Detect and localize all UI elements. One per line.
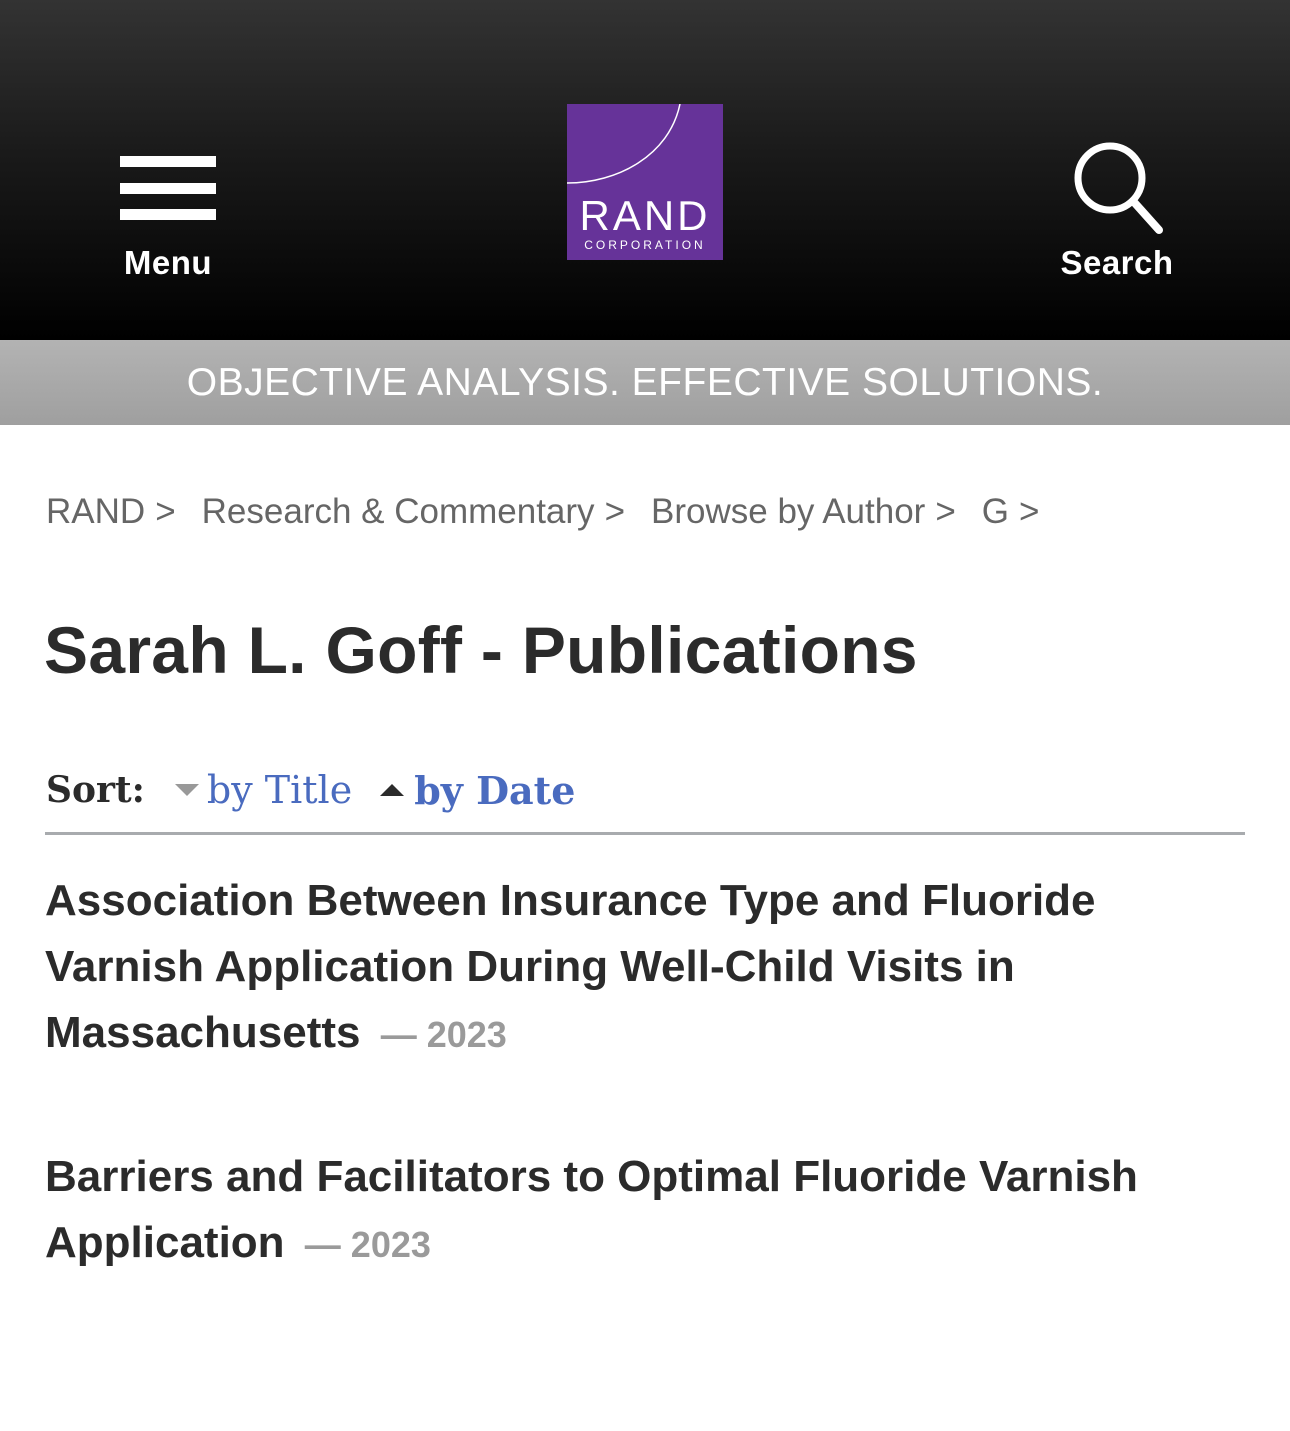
logo-subtitle: CORPORATION [584,238,706,252]
publication-year: — 2023 [380,1014,507,1055]
publication-list [45,868,1245,1278]
sort-by-title-link[interactable] [175,768,352,812]
breadcrumb-separator: > [155,492,176,531]
sort-label: Sort: [46,769,145,811]
tagline-bar [0,340,1290,425]
publication-title-link[interactable]: Association Between Insurance Type and Fluoride Varnish Application During Well-Child Visits in Massachusetts [45,876,1096,1057]
list-item [45,1144,1245,1278]
breadcrumb-separator: > [1019,492,1040,531]
site-header [0,0,1290,340]
sort-by-title-label: by Title [206,768,353,812]
status-bar-remnant [44,0,104,6]
breadcrumb-separator: > [604,492,626,531]
rand-logo[interactable] [567,104,723,260]
breadcrumb-g[interactable]: G [981,492,1010,531]
divider [45,832,1245,835]
breadcrumb-browse-by-author[interactable]: Browse by Author [651,492,926,531]
search-icon [1066,140,1166,240]
sort-by-date-link[interactable] [380,768,575,813]
hamburger-icon [120,156,216,222]
breadcrumb [46,490,1065,534]
search-button[interactable] [1052,140,1182,285]
sort-down-arrow-icon [175,784,199,796]
publication-year: — 2023 [304,1224,431,1265]
menu-label: Menu [123,244,213,281]
sort-by-date-label: by Date [414,767,576,813]
search-label: Search [1060,244,1174,281]
tagline: OBJECTIVE ANALYSIS. EFFECTIVE SOLUTIONS. [186,361,1104,404]
breadcrumb-research-commentary[interactable]: Research & Commentary [201,492,595,531]
sort-controls [46,768,1246,812]
breadcrumb-rand[interactable]: RAND [46,492,146,531]
menu-button[interactable] [110,150,226,285]
list-item [45,868,1245,1068]
publication-title-link[interactable]: Barriers and Facilitators to Optimal Fluoride Varnish Application [45,1152,1138,1267]
page-title: Sarah L. Goff - Publications [44,613,918,687]
breadcrumb-separator: > [935,492,956,531]
logo-wordmark: RAND [579,192,711,239]
sort-up-arrow-icon [380,784,404,796]
